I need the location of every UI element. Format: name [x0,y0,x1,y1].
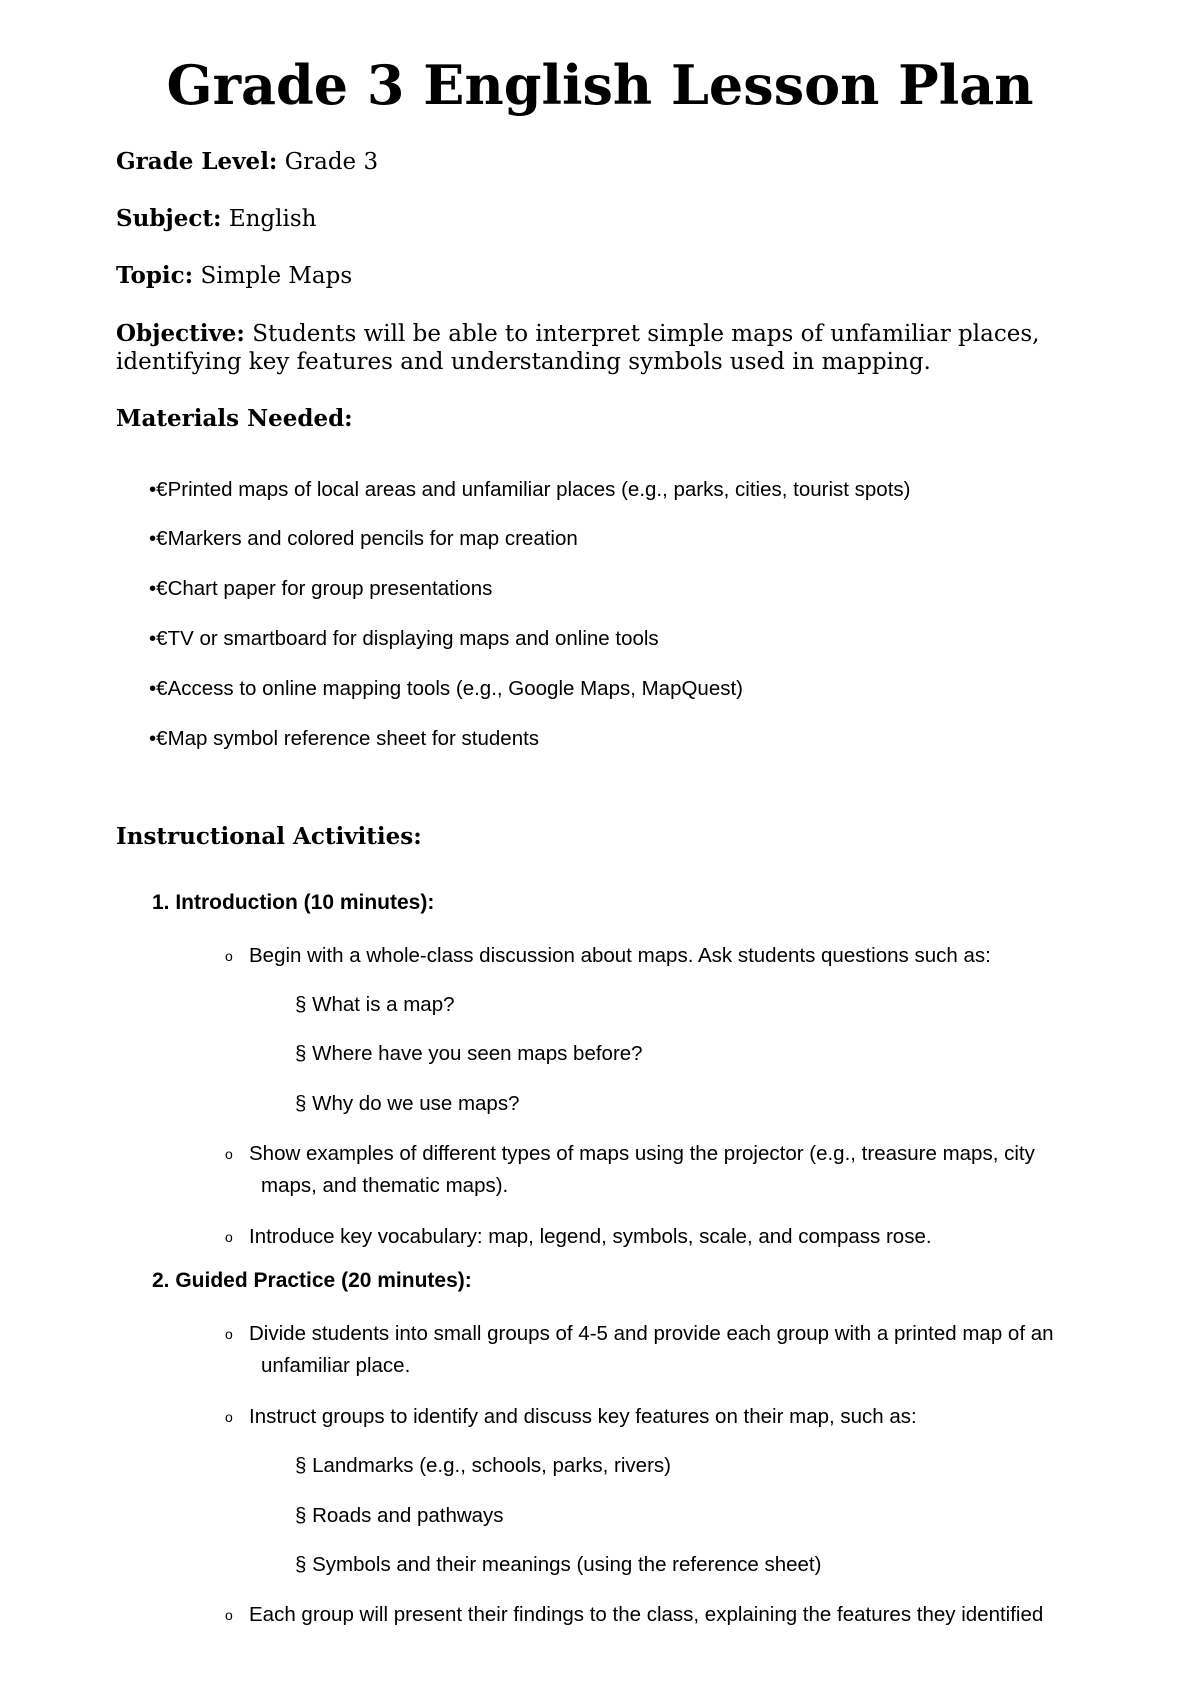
materials-heading: Materials Needed: [116,405,353,432]
material-item: •€Map symbol reference sheet for students [149,727,540,750]
intro-question: § Why do we use maps? [295,1092,520,1115]
page-title: Grade 3 English Lesson Plan [166,53,1034,117]
objective-value-line1: Students will be able to interpret simple maps of unfamiliar places, [252,321,1040,347]
subject-field [116,205,1106,233]
circle-bullet-icon: o [225,1326,233,1342]
objective-field [116,320,1106,376]
circle-bullet-icon: o [225,948,233,964]
grade-level-field [116,148,1106,176]
material-item: •€Chart paper for group presentations [149,577,493,600]
circle-bullet-icon: o [225,1146,233,1162]
topic-label: Topic: [116,262,194,289]
intro-paragraph-text: Begin with a whole-class discussion about maps. Ask students questions such as: [249,944,991,967]
intro-paragraph [225,1221,1125,1253]
introduction-title: 1. Introduction (10 minutes): [152,891,435,914]
guided-paragraph-continuation: unfamiliar place. [261,1354,411,1377]
topic-value: Simple Maps [200,263,353,289]
guided-paragraph-text: Each group will present their findings to the class, explaining the features they identified [249,1603,1044,1626]
intro-paragraph-continuation: maps, and thematic maps). [261,1174,509,1197]
circle-bullet-icon: o [225,1409,233,1425]
guided-paragraph [225,1318,1125,1381]
objective-value-line2: identifying key features and understanding symbols used in mapping. [116,349,931,375]
intro-question: § What is a map? [295,993,455,1016]
guided-paragraph [225,1599,1125,1631]
grade-level-label: Grade Level: [116,148,278,175]
intro-paragraph-text: Introduce key vocabulary: map, legend, symbols, scale, and compass rose. [249,1225,932,1248]
circle-bullet-icon: o [225,1229,233,1245]
intro-paragraph [225,1138,1125,1201]
intro-question: § Where have you seen maps before? [295,1042,643,1065]
guided-practice-title: 2. Guided Practice (20 minutes): [152,1269,472,1292]
material-item: •€Markers and colored pencils for map creation [149,527,578,550]
guided-feature: § Symbols and their meanings (using the reference sheet) [295,1553,822,1576]
topic-field [116,262,1106,290]
material-item: •€TV or smartboard for displaying maps and online tools [149,627,659,650]
guided-feature: § Landmarks (e.g., schools, parks, rivers) [295,1454,671,1477]
material-item: •€Access to online mapping tools (e.g., Google Maps, MapQuest) [149,677,744,700]
material-item: •€Printed maps of local areas and unfamiliar places (e.g., parks, cities, tourist spots) [149,478,911,501]
intro-paragraph [225,940,1125,972]
objective-label: Objective: [116,320,245,347]
guided-paragraph [225,1401,1125,1433]
activities-heading: Instructional Activities: [116,823,422,850]
circle-bullet-icon: o [225,1607,233,1623]
subject-value: English [228,206,317,232]
subject-label: Subject: [116,205,222,232]
guided-paragraph-text: Divide students into small groups of 4-5 and provide each group with a printed map of an [249,1322,1054,1345]
grade-level-value: Grade 3 [284,149,379,175]
guided-feature: § Roads and pathways [295,1504,504,1527]
guided-paragraph-text: Instruct groups to identify and discuss key features on their map, such as: [249,1405,917,1428]
intro-paragraph-text: Show examples of different types of maps using the projector (e.g., treasure maps, city [249,1142,1035,1165]
